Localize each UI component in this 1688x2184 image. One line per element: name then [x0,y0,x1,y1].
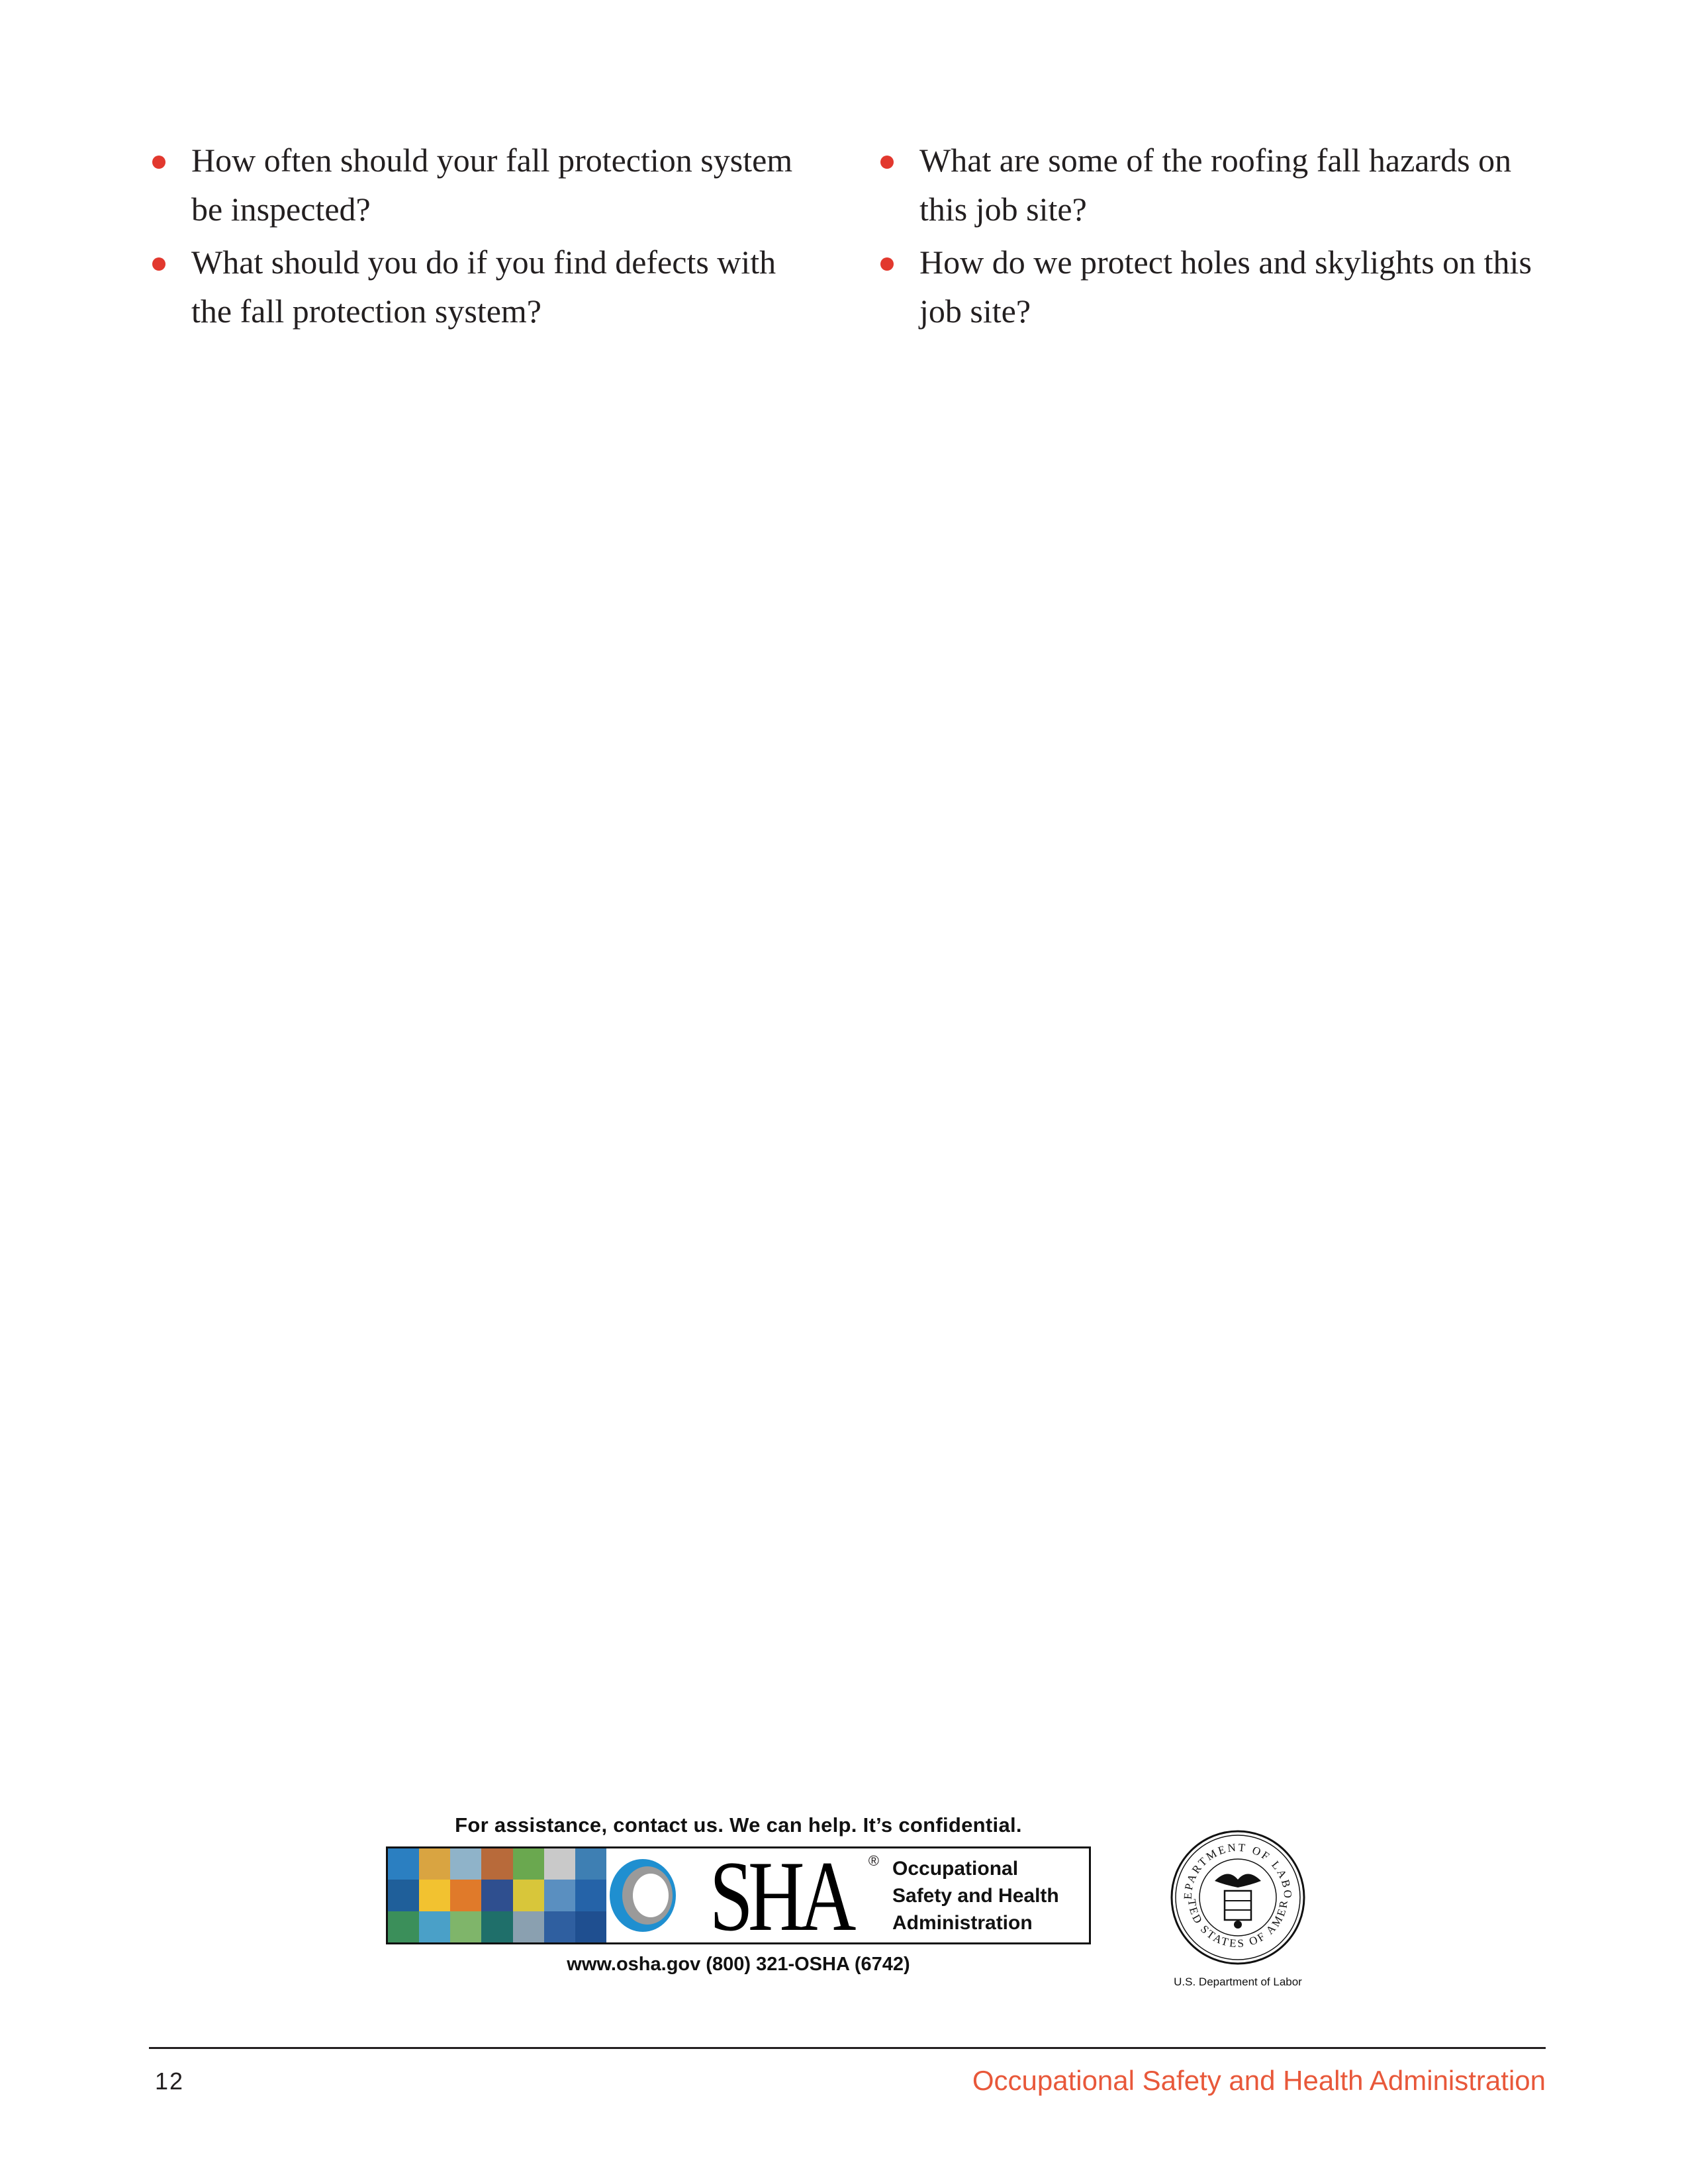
bullet-dot-icon [880,156,894,169]
bullet-dot-icon [880,257,894,271]
bullet-dot-icon [152,156,165,169]
dol-seal-block [1165,1828,1311,1989]
contact-info: www.osha.gov (800) 321-OSHA (6742) [567,1954,910,1975]
agency-line: Administration [892,1911,1033,1934]
osha-wordmark-letters: SHA [709,1841,851,1952]
bullet-item [149,238,818,336]
bullet-text: What are some of the roofing fall hazards on this job site? [919,142,1512,228]
osha-wordmark [658,1841,851,1952]
bullet-item [149,136,818,234]
discussion-questions [149,136,1546,340]
svg-text:DEPARTMENT OF LABOR: EPARTMENT OF LABO [1181,1841,1295,1901]
registered-mark: ® [868,1852,879,1869]
osha-logo [606,1841,884,1952]
page-number: 12 [155,2068,185,2095]
agency-line: Occupational [892,1857,1019,1880]
agency-name [884,1848,1089,1942]
bullet-item [877,238,1546,336]
photo-mosaic [388,1848,606,1942]
bullet-text: What should you do if you find defects with the fall protection system? [191,244,776,330]
osha-contact-banner [386,1813,1091,1976]
agency-line: Safety and Health [892,1884,1059,1907]
left-column [149,136,818,340]
right-column [877,136,1546,340]
dol-caption: U.S. Department of Labor [1174,1976,1302,1988]
footer-divider [149,2047,1546,2049]
bullet-text: How often should your fall protection system be inspected? [191,142,793,228]
bullet-text: How do we protect holes and skylights on this job site? [919,244,1532,330]
osha-logo-banner [386,1841,1091,1952]
dol-seal-icon [1168,1828,1307,1967]
svg-text:UNITED STATES OF AMERICA: TED STATES OF AMER [1185,1897,1291,1950]
bullet-item [877,136,1546,234]
footer-title: Occupational Safety and Health Administration [972,2065,1546,2096]
assistance-text: For assistance, contact us. We can help. It’s confidential. [455,1813,1022,1837]
bullet-dot-icon [152,257,165,271]
